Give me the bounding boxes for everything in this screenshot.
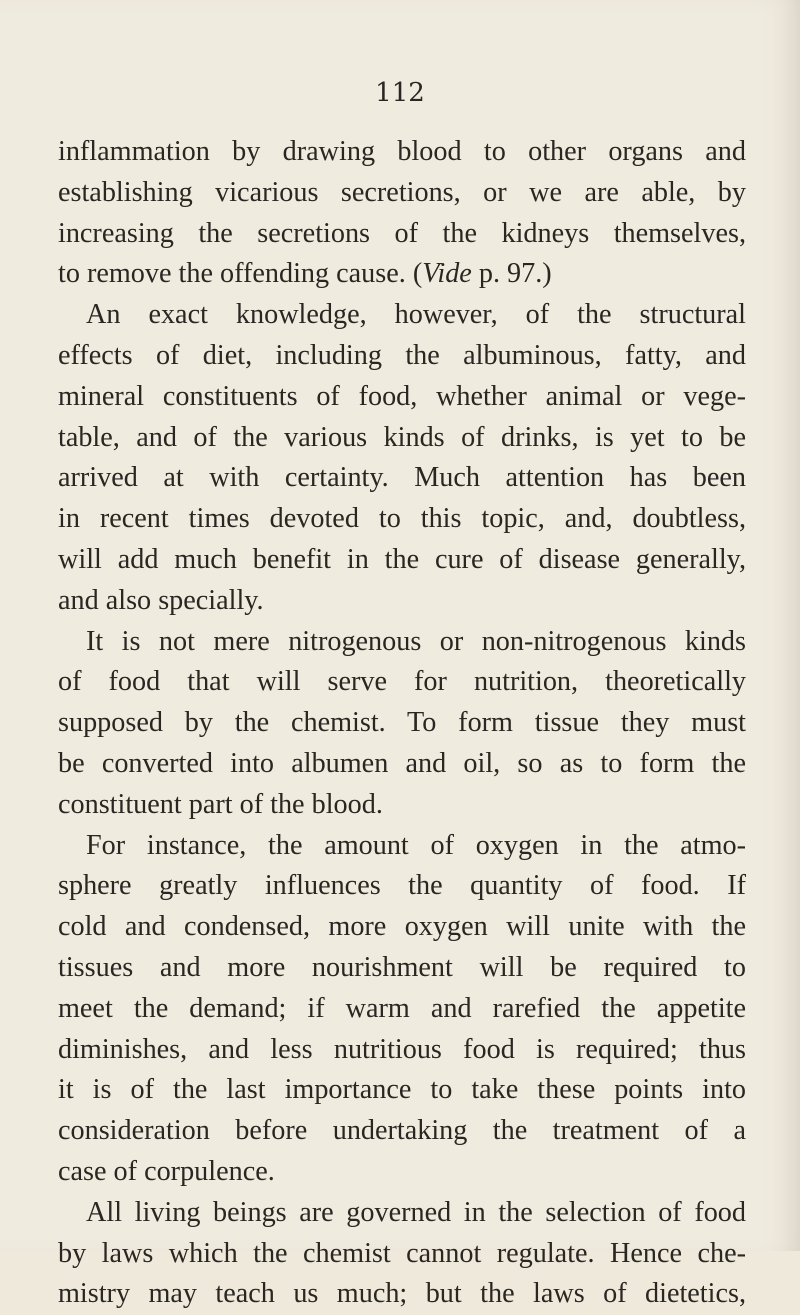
- text-segment: to remove the offending cause. (: [58, 258, 423, 290]
- text-line: supposed by the chemist. To form tissue they must: [58, 707, 746, 739]
- text-line: diminishes, and less nutritious food is required; thus: [58, 1033, 746, 1065]
- text-line: inflammation by drawing blood to other organs and: [58, 136, 746, 167]
- text-line-vide: [58, 254, 746, 295]
- vide-reference: p. 97.): [471, 258, 552, 290]
- text-line: increasing the secretions of the kidneys themselves,: [58, 217, 746, 249]
- text-line: tissues and more nourishment will be required to: [58, 951, 746, 983]
- text-line: cold and condensed, more oxygen will unite with the: [58, 911, 746, 943]
- text-line: establishing vicarious secretions, or we are able, by: [58, 176, 746, 208]
- text-line: consideration before undertaking the treatment of a: [58, 1115, 746, 1147]
- text-line: constituent part of the blood.: [58, 788, 383, 820]
- text-line: case of corpulence.: [58, 1155, 275, 1187]
- paragraph-start: An exact knowledge, however, of the structural: [86, 299, 746, 331]
- paragraph-start: For instance, the amount of oxygen in the atmo-: [86, 829, 746, 861]
- text-line: of food that will serve for nutrition, theoretically: [58, 666, 746, 698]
- paragraph-start: It is not mere nitrogenous or non-nitrogenous kinds: [86, 625, 746, 657]
- paragraph-start: All living beings are governed in the selection of food: [86, 1196, 746, 1228]
- vide-italic: Vide: [422, 258, 472, 290]
- body-text: [58, 132, 746, 1315]
- text-line: in recent times devoted to this topic, and, doubtless,: [58, 503, 746, 535]
- text-line: it is of the last importance to take these points into: [58, 1074, 746, 1106]
- text-line: arrived at with certainty. Much attention has been: [58, 462, 746, 494]
- text-line: will add much benefit in the cure of disease generally,: [58, 543, 746, 575]
- text-line: by laws which the chemist cannot regulate. Hence che-: [58, 1237, 746, 1269]
- text-line: table, and of the various kinds of drinks, is yet to be: [58, 421, 746, 453]
- text-line: meet the demand; if warm and rarefied the appetite: [58, 992, 746, 1024]
- text-line: and also specially.: [58, 584, 264, 616]
- text-line: mistry may teach us much; but the laws of dietetics,: [58, 1278, 746, 1310]
- text-line: effects of diet, including the albuminous, fatty, and: [58, 339, 746, 371]
- text-line: mineral constituents of food, whether animal or vege-: [58, 380, 746, 412]
- page-number: 112: [375, 78, 425, 108]
- text-line: sphere greatly influences the quantity of food. If: [58, 870, 746, 902]
- text-line: be converted into albumen and oil, so as to form the: [58, 747, 746, 779]
